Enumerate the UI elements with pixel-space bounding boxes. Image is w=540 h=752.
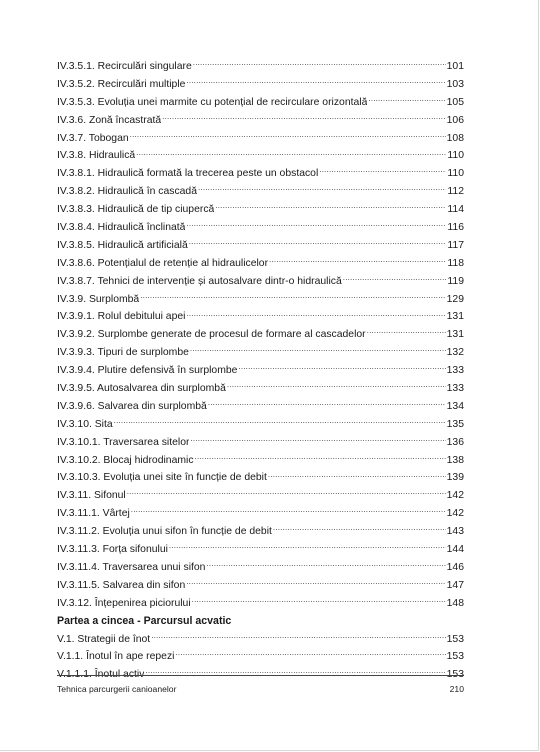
- toc-dot-leader: [130, 131, 446, 141]
- toc-entry-label: IV.3.9.2. Surplombe generate de procesul de formare al cascadelor: [57, 329, 366, 341]
- toc-entry-label: IV.3.12. Înțepenirea piciorului: [57, 597, 191, 609]
- toc-dot-leader: [127, 488, 446, 498]
- toc-entry-page: 153: [446, 651, 464, 663]
- toc-entry-label: IV.3.8.7. Tehnici de intervenție și autosalvare dintr-o hidraulică: [57, 275, 342, 287]
- toc-dot-leader: [114, 417, 446, 427]
- toc-dot-leader: [273, 524, 446, 534]
- toc-dot-leader: [269, 256, 446, 266]
- toc-entry-page: 153: [446, 633, 464, 645]
- toc-dot-leader: [206, 560, 445, 570]
- toc-entry[interactable]: [57, 541, 464, 559]
- toc-entry[interactable]: [57, 505, 464, 523]
- toc-entry[interactable]: [57, 577, 464, 595]
- toc-entry[interactable]: [57, 398, 464, 416]
- toc-entry[interactable]: [57, 165, 464, 183]
- toc-entry-label: IV.3.11.1. Vârtej: [57, 508, 130, 520]
- toc-entry-label: IV.3.5.3. Evoluția unei marmite cu potențial de recirculare orizontală: [57, 96, 368, 108]
- toc-entry[interactable]: [57, 183, 464, 201]
- toc-entry-page: 110: [447, 168, 464, 180]
- toc-dot-leader: [140, 292, 445, 302]
- toc-dot-leader: [186, 77, 445, 87]
- toc-dot-leader: [193, 59, 446, 69]
- toc-entry-page: 119: [447, 275, 464, 287]
- toc-dot-leader: [368, 95, 445, 105]
- toc-entry[interactable]: [57, 344, 464, 362]
- toc-entry[interactable]: [57, 523, 464, 541]
- toc-entry[interactable]: [57, 362, 464, 380]
- toc-entry-page: 117: [447, 239, 464, 251]
- toc-entry-label: IV.3.5.1. Recirculări singulare: [57, 61, 192, 72]
- toc-entry-label: IV.3.10.1. Traversarea sitelor: [57, 436, 190, 448]
- toc-entry[interactable]: [57, 326, 464, 344]
- toc-dot-leader: [175, 649, 445, 659]
- toc-entry-label: V.1.1. Înotul în ape repezi: [57, 651, 175, 663]
- toc-entry-page: 139: [446, 472, 464, 484]
- toc-entry-page: 105: [446, 96, 464, 108]
- toc-entry-label: IV.3.8. Hidraulică: [57, 150, 136, 162]
- toc-entry-label: IV.3.9.6. Salvarea din surplombă: [57, 400, 207, 412]
- toc-entry-label: IV.3.10.2. Blocaj hidrodinamic: [57, 454, 194, 466]
- toc-entry[interactable]: [57, 559, 464, 577]
- toc-dot-leader: [186, 220, 446, 230]
- toc-dot-leader: [190, 435, 445, 445]
- toc-entry[interactable]: [57, 595, 464, 613]
- toc-entry-label: IV.3.9.5. Autosalvarea din surplombă: [57, 383, 226, 395]
- toc-entry-label: IV.3.11. Sifonul: [57, 490, 126, 502]
- toc-entry-label: IV.3.7. Tobogan: [57, 132, 129, 144]
- toc-entry-page: 146: [446, 561, 464, 573]
- toc-dot-leader: [136, 148, 446, 158]
- toc-entry-label: IV.3.11.2. Evoluția unui sifon în funcție de debit: [57, 526, 272, 538]
- toc-dot-leader: [208, 399, 446, 409]
- toc-entry[interactable]: [57, 631, 464, 649]
- toc-entry-label: Partea a cincea - Parcursul acvatic: [57, 614, 232, 627]
- toc-entry[interactable]: [57, 273, 464, 291]
- toc-entry-page: 114: [447, 204, 464, 216]
- page-footer: [57, 675, 464, 694]
- toc-entry-page: 135: [446, 418, 464, 430]
- toc-entry[interactable]: [57, 147, 464, 165]
- toc-entry-page: 148: [446, 597, 464, 609]
- toc-entry-page: 134: [446, 400, 464, 412]
- toc-entry[interactable]: [57, 452, 464, 470]
- toc-entry[interactable]: [57, 416, 464, 434]
- toc-entry-label: IV.3.8.6. Potențialul de retenție al hidraulicelor: [57, 257, 269, 269]
- toc-entry-page: 116: [447, 222, 464, 234]
- footer-page-number: 210: [449, 684, 464, 694]
- toc-entry-label: IV.3.9.3. Tipuri de surplombe: [57, 347, 189, 359]
- toc-entry-label: IV.3.11.5. Salvarea din sifon: [57, 579, 186, 591]
- toc-dot-leader: [319, 166, 446, 176]
- toc-entry-page: 144: [446, 544, 464, 556]
- toc-entry[interactable]: [57, 434, 464, 452]
- table-of-contents: [57, 58, 464, 684]
- toc-entry-page: 138: [446, 454, 464, 466]
- toc-entry-label: IV.3.11.3. Forța sifonului: [57, 544, 168, 556]
- toc-entry[interactable]: [57, 308, 464, 326]
- toc-entry-label: IV.3.11.4. Traversarea unui sifon: [57, 561, 206, 573]
- toc-dot-leader: [198, 184, 446, 194]
- toc-dot-leader: [190, 345, 446, 355]
- toc-entry-label: IV.3.9. Surplombă: [57, 293, 140, 305]
- toc-entry-page: 143: [446, 526, 464, 538]
- toc-entry-label: V.1.1.1. Înotul activ: [57, 669, 145, 681]
- toc-entry-label: IV.3.8.5. Hidraulică artificială: [57, 239, 188, 251]
- toc-dot-leader: [162, 113, 445, 123]
- toc-entry-label: IV.3.8.2. Hidraulică în cascadă: [57, 186, 197, 198]
- toc-dot-leader: [343, 274, 447, 284]
- toc-dot-leader: [186, 309, 445, 319]
- toc-entry[interactable]: [57, 58, 464, 76]
- toc-dot-leader: [189, 238, 447, 248]
- toc-entry-label: IV.3.8.3. Hidraulică de tip ciupercă: [57, 204, 215, 216]
- toc-entry-page: 108: [446, 132, 464, 144]
- toc-entry[interactable]: [57, 112, 464, 130]
- toc-entry-label: IV.3.6. Zonă încastrată: [57, 114, 162, 126]
- toc-entry-page: 133: [446, 383, 464, 395]
- toc-entry-page: 133: [446, 365, 464, 377]
- toc-dot-leader: [195, 453, 446, 463]
- toc-entry-page: 101: [446, 61, 464, 72]
- toc-entry[interactable]: [57, 130, 464, 148]
- toc-entry-page: 118: [447, 257, 464, 269]
- toc-entry[interactable]: [57, 76, 464, 94]
- toc-entry-page: 147: [446, 579, 464, 591]
- toc-dot-leader: [186, 578, 445, 588]
- toc-entry[interactable]: [57, 469, 464, 487]
- toc-dot-leader: [192, 596, 446, 606]
- toc-entry-page: 103: [446, 78, 464, 90]
- toc-dot-leader: [169, 542, 446, 552]
- toc-dot-leader: [367, 327, 446, 337]
- toc-entry-page: 129: [446, 293, 464, 305]
- toc-entry-label: V.1. Strategii de înot: [57, 633, 151, 645]
- toc-section-heading[interactable]: [57, 613, 464, 631]
- toc-dot-leader: [238, 363, 445, 373]
- toc-entry-label: IV.3.10. Sita: [57, 418, 113, 430]
- toc-entry[interactable]: [57, 201, 464, 219]
- toc-entry-page: 131: [446, 311, 464, 323]
- toc-entry-label: IV.3.8.1. Hidraulică formată la trecerea peste un obstacol: [57, 168, 319, 180]
- toc-dot-leader: [151, 632, 445, 642]
- toc-entry-page: 142: [446, 490, 464, 502]
- toc-entry[interactable]: [57, 487, 464, 505]
- footer-title: Tehnica parcurgerii canioanelor: [57, 684, 177, 694]
- toc-entry-label: IV.3.10.3. Evoluția unei site în funcție de debit: [57, 472, 267, 484]
- toc-entry[interactable]: [57, 94, 464, 112]
- toc-entry-page: 136: [446, 436, 464, 448]
- toc-entry-label: IV.3.5.2. Recirculări multiple: [57, 78, 186, 90]
- toc-entry-page: 153: [446, 669, 464, 681]
- toc-entry-page: 112: [447, 186, 464, 198]
- toc-entry[interactable]: [57, 255, 464, 273]
- toc-dot-leader: [268, 470, 446, 480]
- toc-entry-page: 142: [446, 508, 464, 520]
- toc-entry-page: 106: [446, 114, 464, 126]
- toc-entry-label: IV.3.9.4. Plutire defensivă în surplombe: [57, 365, 238, 377]
- toc-entry[interactable]: [57, 291, 464, 309]
- toc-dot-leader: [215, 202, 446, 212]
- toc-entry[interactable]: [57, 219, 464, 237]
- toc-entry-page: 110: [447, 150, 464, 162]
- toc-dot-leader: [227, 381, 446, 391]
- toc-entry[interactable]: [57, 380, 464, 398]
- toc-entry-page: 132: [446, 347, 464, 359]
- toc-dot-leader: [131, 506, 446, 516]
- toc-entry-label: IV.3.9.1. Rolul debitului apei: [57, 311, 186, 323]
- toc-entry-label: IV.3.8.4. Hidraulică înclinată: [57, 222, 186, 234]
- toc-entry[interactable]: [57, 237, 464, 255]
- toc-entry[interactable]: [57, 648, 464, 666]
- toc-entry-page: 131: [446, 329, 464, 341]
